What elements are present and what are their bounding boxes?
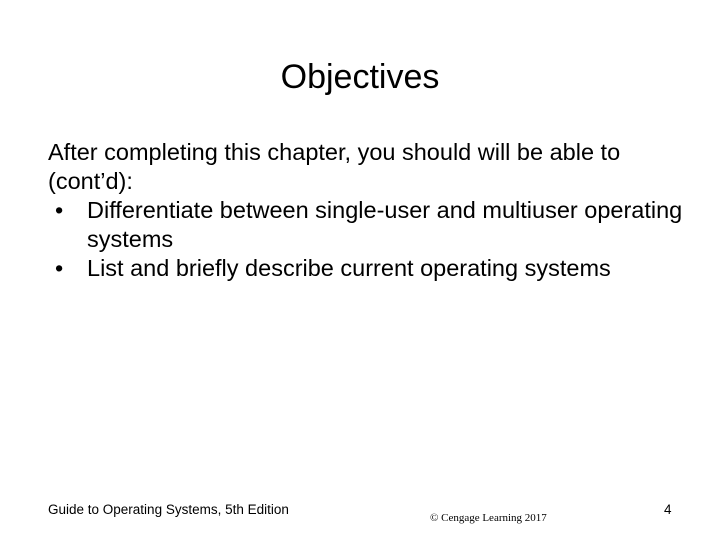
page-number: 4	[664, 502, 672, 517]
bullet-icon: •	[55, 197, 64, 223]
bullet-icon: •	[55, 255, 64, 281]
bullet-item	[48, 196, 688, 254]
intro-text: After completing this chapter, you should will be able to (cont’d):	[48, 139, 621, 194]
bullet-item	[48, 254, 688, 283]
bullet-text: Differentiate between single-user and multiuser operating systems	[87, 197, 683, 252]
slide-title: Objectives	[280, 58, 440, 96]
bullet-list	[48, 196, 688, 283]
bullet-text: List and briefly describe current operating systems	[87, 255, 611, 281]
footer-book-title: Guide to Operating Systems, 5th Edition	[48, 502, 289, 517]
footer-copyright: © Cengage Learning 2017	[430, 512, 547, 524]
slide-body	[48, 138, 688, 283]
